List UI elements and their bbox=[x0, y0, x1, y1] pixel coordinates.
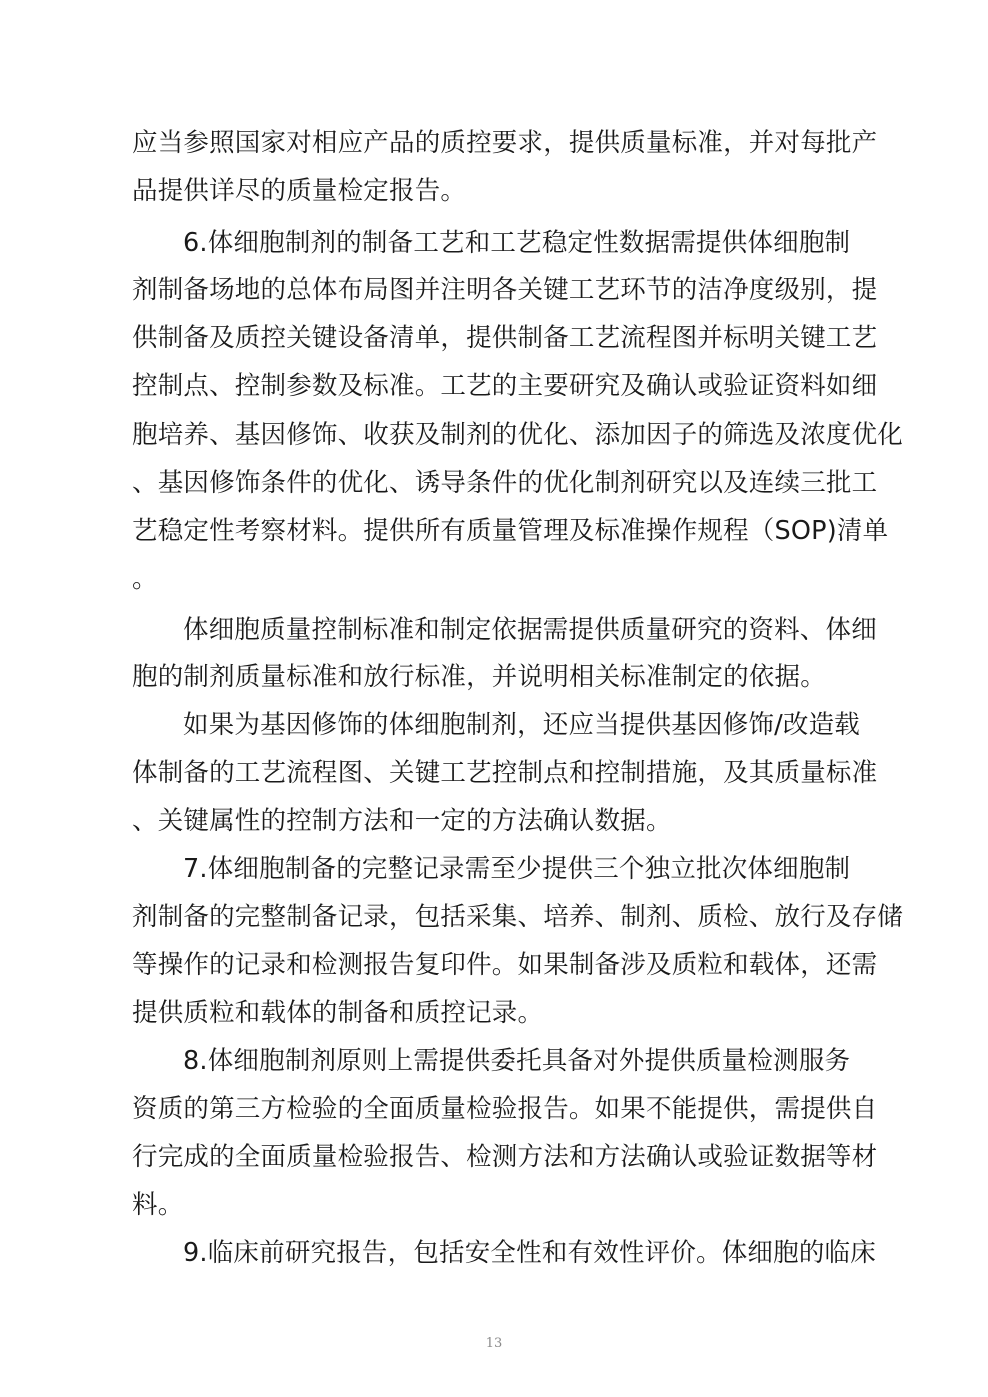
text-line: 供制备及质控关键设备清单，提供制备工艺流程图并标明关键工艺 bbox=[132, 323, 878, 353]
text-line: 提供质粒和载体的制备和质控记录。 bbox=[132, 998, 544, 1028]
text-line: 胞培养、基因修饰、收获及制剂的优化、添加因子的筛选及浓度优化 bbox=[132, 420, 904, 450]
paragraph-start: 6.体细胞制剂的制备工艺和工艺稳定性数据需提供体细胞制 bbox=[183, 228, 851, 258]
text-line: 等操作的记录和检测报告复印件。如果制备涉及质粒和载体，还需 bbox=[132, 950, 878, 980]
text-line: 资质的第三方检验的全面质量检验报告。如果不能提供，需提供自 bbox=[132, 1094, 878, 1124]
text-line: 艺稳定性考察材料。提供所有质量管理及标准操作规程（SOP)清单 bbox=[132, 516, 889, 546]
text-line: 胞的制剂质量标准和放行标准，并说明相关标准制定的依据。 bbox=[132, 662, 826, 692]
text-line: 、关键属性的控制方法和一定的方法确认数据。 bbox=[132, 806, 672, 836]
paragraph-start: 体细胞质量控制标准和制定依据需提供质量研究的资料、体细 bbox=[183, 615, 877, 645]
text-line: 剂制备场地的总体布局图并注明各关键工艺环节的洁净度级别，提 bbox=[132, 275, 878, 305]
text-line: 品提供详尽的质量检定报告。 bbox=[132, 176, 467, 206]
paragraph-start: 7.体细胞制备的完整记录需至少提供三个独立批次体细胞制 bbox=[183, 854, 851, 884]
text-line: 、基因修饰条件的优化、诱导条件的优化制剂研究以及连续三批工 bbox=[132, 468, 878, 498]
text-line: 剂制备的完整制备记录，包括采集、培养、制剂、质检、放行及存储 bbox=[132, 902, 904, 932]
text-line: 控制点、控制参数及标准。工艺的主要研究及确认或验证资料如细 bbox=[132, 371, 878, 401]
text-line: 料。 bbox=[132, 1190, 184, 1220]
paragraph-start: 如果为基因修饰的体细胞制剂，还应当提供基因修饰/改造载 bbox=[183, 710, 860, 740]
paragraph-start: 8.体细胞制剂原则上需提供委托具备对外提供质量检测服务 bbox=[183, 1046, 851, 1076]
page-number: 13 bbox=[485, 1336, 503, 1351]
paragraph-start: 9.临床前研究报告，包括安全性和有效性评价。体细胞的临床 bbox=[183, 1238, 876, 1268]
text-line: 应当参照国家对相应产品的质控要求，提供质量标准，并对每批产 bbox=[132, 128, 878, 158]
text-line: 。 bbox=[132, 564, 158, 594]
text-line: 体制备的工艺流程图、关键工艺控制点和控制措施，及其质量标准 bbox=[132, 758, 878, 788]
text-line: 行完成的全面质量检验报告、检测方法和方法确认或验证数据等材 bbox=[132, 1142, 878, 1172]
